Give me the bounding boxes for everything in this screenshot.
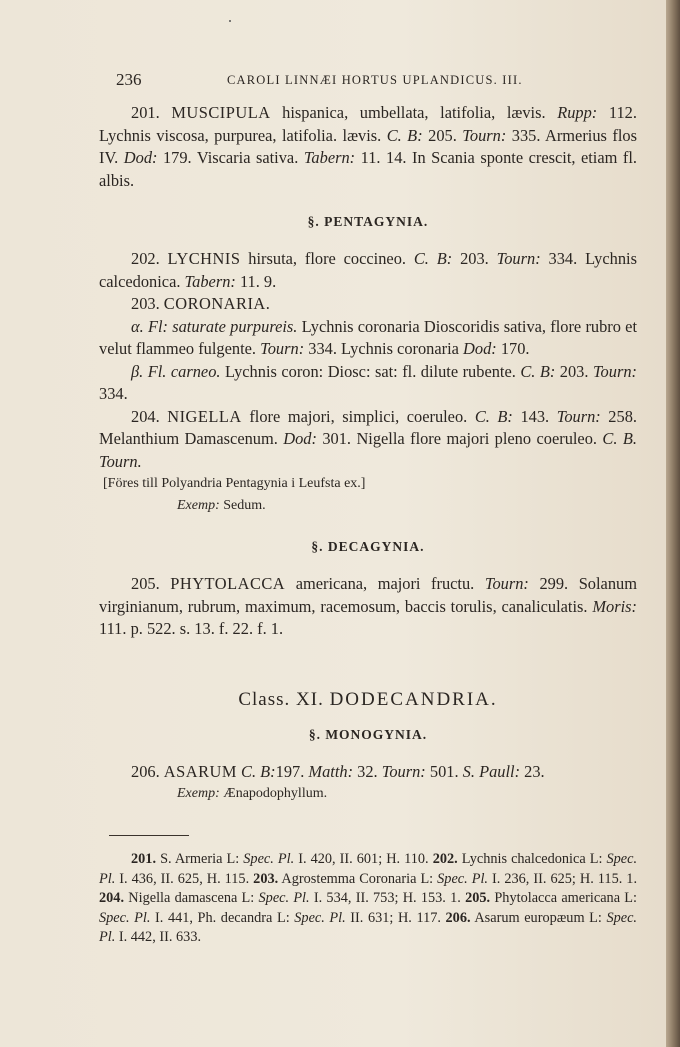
exemplar-note <box>99 495 637 517</box>
entry-text: 334. Lychnis coronaria <box>304 339 464 358</box>
class-name: DODECANDRIA. <box>329 688 498 710</box>
reference: Dod: <box>123 148 158 167</box>
entry-text: flore majori, simplici, coeruleo. <box>241 406 475 426</box>
reference: Tourn: <box>592 361 637 381</box>
reference: Tabern: <box>303 148 356 167</box>
variety-description: Fl. carneo. <box>143 361 221 381</box>
entry-203 <box>99 293 637 316</box>
entry-number: 201. <box>131 103 160 122</box>
footnote-text: Lychnis chalcedonica L: <box>457 851 607 867</box>
entry-text: 334. <box>99 384 128 403</box>
reference: Tourn: <box>496 249 541 268</box>
running-header <box>99 64 637 92</box>
genus-name: NIGELLA <box>167 406 242 426</box>
genus-name: MUSCIPULA <box>171 103 271 122</box>
exemplar-value: Ænapodophyllum. <box>219 786 328 801</box>
section-heading-monogynia: §. MONOGYNIA. <box>308 726 428 742</box>
footnote-divider <box>109 835 189 836</box>
entry-text: 203. <box>452 249 497 268</box>
footnote-text: Phytolacca americana L: <box>490 890 638 906</box>
exemplar-label: Exemp: <box>177 786 220 801</box>
genus-name: CORONARIA. <box>163 294 271 313</box>
entry-text: 111. p. 522. s. 13. f. 22. f. 1. <box>99 619 284 638</box>
footnote-number: 205. <box>465 890 491 906</box>
entry-text: 258. Melanthium Damascenum. <box>99 406 637 448</box>
entry-204 <box>99 406 637 474</box>
footnote-text: I. 442, II. 633. <box>115 929 202 945</box>
reference: C. B: <box>413 249 453 268</box>
reference: C. B: <box>474 406 513 426</box>
class-heading <box>99 689 637 711</box>
entry-number: 205. <box>131 574 160 593</box>
entry-text: 205. <box>422 125 463 145</box>
footnote-reference: Spec. Pl. <box>243 851 295 867</box>
entry-text: 334. Lychnis calcedonica. <box>99 249 637 291</box>
entry-text: 301. Nigella flore majori pleno coeruleo. <box>316 429 603 448</box>
reference: Tourn: <box>556 406 601 426</box>
footnote-number: 202. <box>432 851 458 867</box>
reference: Dod: <box>463 339 497 358</box>
entry-text: 501. <box>425 761 463 781</box>
variety-mark: α. <box>131 316 144 336</box>
footnote-number: 201. <box>131 851 157 867</box>
running-title: CAROLI LINNÆI HORTUS UPLANDICUS. III. <box>227 73 523 87</box>
entry-text: americana, majori fructu. <box>285 574 485 593</box>
variety-mark: β. <box>131 361 144 381</box>
footnote-reference: Spec. Pl. <box>437 870 489 887</box>
footnote-text: I. 236, II. 625; H. 115. 1. <box>488 870 638 887</box>
section-heading-pentagynia: §. PENTAGYNIA. <box>307 214 429 229</box>
genus-name: ASARUM <box>163 761 237 781</box>
genus-name: LYCHNIS <box>167 249 241 268</box>
entry-text: Lychnis coron: Diosc: sat: fl. dilute rubente. <box>220 361 521 381</box>
reference: Rupp: <box>557 103 598 122</box>
exemplar-label: Exemp: <box>177 498 220 513</box>
footnote-text: Agrostemma Coronaria L: <box>278 870 438 887</box>
reference: C. B. Tourn. <box>99 429 637 471</box>
footnote-reference: Spec. Pl. <box>99 909 151 926</box>
entry-number: 206. <box>131 761 160 781</box>
footnote-text: I. 441, Ph. decandra L: <box>150 909 295 926</box>
entry-text: hirsuta, flore coccineo. <box>240 249 414 268</box>
entry-text: 335. Armerius flos IV. <box>99 125 637 167</box>
entry-text: 32. <box>353 761 382 781</box>
footnote-reference: Spec. Pl. <box>258 890 310 906</box>
entry-text: 23. <box>520 761 545 781</box>
footnote-text: I. 534, II. 753; H. 153. 1. <box>309 890 466 906</box>
entry-201 <box>99 102 637 192</box>
footnotes <box>99 850 637 948</box>
reference: Tabern: <box>184 271 236 291</box>
entry-text: 11. 9. <box>235 271 277 291</box>
page-number: 236 <box>116 70 142 89</box>
print-speck <box>229 20 231 22</box>
class-label: Class. XI. <box>238 688 324 710</box>
entry-number: 204. <box>131 406 160 426</box>
entry-number: 203. <box>131 294 160 313</box>
reference: Tourn: <box>462 125 507 145</box>
exemplar-note <box>99 783 637 805</box>
entry-203-alpha <box>99 316 637 361</box>
footnote-text: Asarum europæum L: <box>470 909 607 926</box>
reference: Matth: <box>308 761 354 781</box>
entry-text: 203. <box>555 361 593 381</box>
book-edge <box>666 0 680 1047</box>
entry-text: 11. 14. In Scania sponte crescit, etiam fl. albis. <box>99 148 637 190</box>
reference: C. B: <box>386 125 423 145</box>
variety-description: Fl: saturate purpureis. <box>143 316 298 336</box>
entry-206 <box>99 761 637 784</box>
footnote-reference: Spec. Pl. <box>99 909 637 945</box>
reference: S. Paull: <box>462 761 521 781</box>
entry-202 <box>99 248 637 293</box>
entry-text: 112. Lychnis viscosa, purpurea, latifolia. lævis. <box>99 103 637 145</box>
entry-203-beta <box>99 361 637 406</box>
footnote-number: 206. <box>445 909 471 926</box>
footnote-text: S. Armeria L: <box>156 851 244 867</box>
entry-205 <box>99 573 637 641</box>
reference: C. B: <box>236 761 276 781</box>
reference: Tourn: <box>260 339 305 358</box>
reference: Dod: <box>283 429 317 448</box>
reference: Tourn: <box>381 761 426 781</box>
footnote-text: I. 436, II. 625, H. 115. <box>115 870 254 887</box>
entry-text: 299. Solanum virginianum, rubrum, maximum, racemosum, baccis torulis, canaliculatis. <box>99 574 637 616</box>
entry-text: hispanica, umbellata, latifolia, lævis. <box>270 103 558 122</box>
section-heading-decagynia: §. DECAGYNIA. <box>311 539 425 554</box>
footnote-number: 204. <box>99 890 125 906</box>
reference: Tourn: <box>484 574 529 593</box>
entry-number: 202. <box>131 249 160 268</box>
reference: C. B: <box>520 361 556 381</box>
footnote-text: II. 631; H. 117. <box>345 909 446 926</box>
footnote-reference: Spec. Pl. <box>294 909 346 926</box>
entry-text: 143. <box>512 406 557 426</box>
exemplar-value: Sedum. <box>219 498 266 513</box>
footnote-number: 203. <box>253 870 279 887</box>
editorial-note: [Föres till Polyandria Pentagynia i Leufsta ex.] <box>103 476 366 491</box>
footnote-reference: Spec. Pl. <box>99 851 638 887</box>
entry-text: 170. <box>496 339 530 358</box>
entry-text: 197. <box>275 761 309 781</box>
genus-name: PHYTOLACCA <box>170 574 286 593</box>
entry-text: 179. Viscaria sativa. <box>157 148 304 167</box>
entry-text: Lychnis coronaria Dioscoridis sativa, flore rubro et velut flammeo fulgente. <box>99 316 638 358</box>
reference: Moris: <box>592 596 637 616</box>
footnote-text: Nigella damascena L: <box>124 890 259 906</box>
footnote-text: I. 420, II. 601; H. 110. <box>294 851 433 867</box>
page-content <box>99 64 637 948</box>
